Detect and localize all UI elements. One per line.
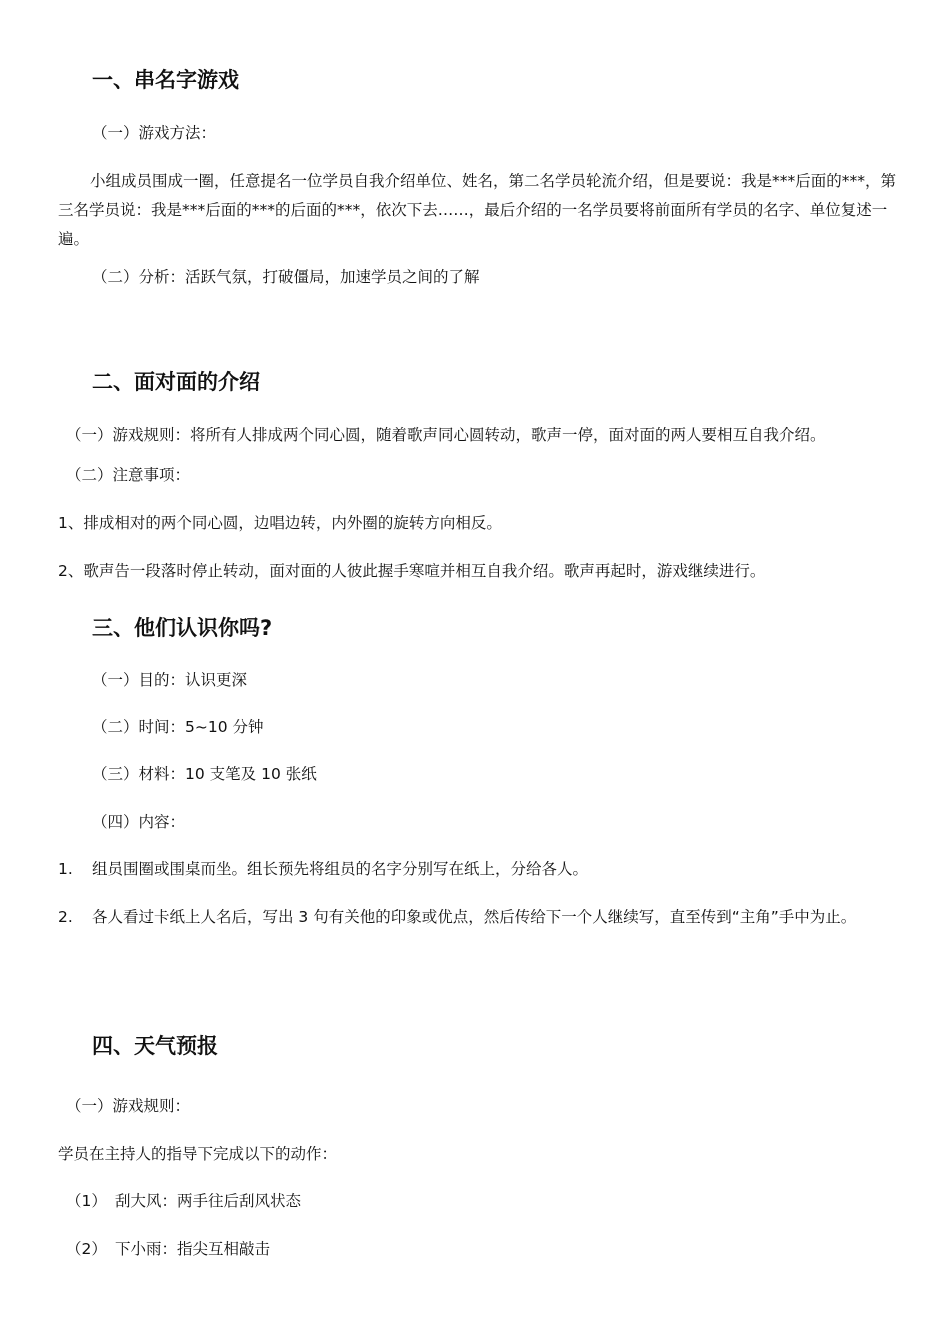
list-item-text: 组员围圈或围桌而坐。组长预先将组员的名字分别写在纸上，分给各人。 <box>92 860 589 878</box>
section-1-title: 一、串名字游戏 <box>92 68 239 92</box>
list-item-text: 各人看过卡纸上人名后，写出 3 句有关他的印象或优点，然后传给下一个人继续写，直至传到“主角”手中为止。 <box>92 908 857 926</box>
section-2-rules: （一）游戏规则：将所有人排成两个同心圆，随着歌声同心圆转动，歌声一停，面对面的两人要相互自我介绍。 <box>66 426 826 444</box>
section-3-time: （二）时间：5~10 分钟 <box>92 718 264 736</box>
section-2-title: 二、面对面的介绍 <box>92 370 260 394</box>
section-2-notes-label: （二）注意事项： <box>66 466 191 484</box>
section-1-method-text: 小组成员围成一圈，任意提名一位学员自我介绍单位、姓名，第二名学员轮流介绍，但是要说：我是***后面的***，第三名学员说：我是***后面的***的后面的***，依次下去……，最后介绍的一名学员要将前面所有学员的名字、单位复述一遍。 <box>58 172 897 248</box>
list-item-number: （2） <box>66 1240 107 1258</box>
list-item-number: 1. <box>58 860 73 878</box>
section-2-note-1: 1、排成相对的两个同心圆，边唱边转，内外圈的旋转方向相反。 <box>58 514 502 532</box>
section-4-intro: 学员在主持人的指导下完成以下的动作： <box>58 1145 338 1163</box>
section-2-note-2: 2、歌声告一段落时停止转动，面对面的人彼此握手寒喧并相互自我介绍。歌声再起时，游戏继续进行。 <box>58 562 766 580</box>
list-item-number: （1） <box>66 1192 107 1210</box>
section-3-materials: （三）材料：10 支笔及 10 张纸 <box>92 765 317 783</box>
list-item-text: 下小雨：指尖互相敲击 <box>115 1240 271 1258</box>
section-3-content-label: （四）内容： <box>92 813 186 831</box>
section-3-title: 三、他们认识你吗? <box>92 616 273 640</box>
list-item-text: 刮大风：两手往后刮风状态 <box>115 1192 302 1210</box>
section-1-method-label: （一）游戏方法： <box>92 124 217 142</box>
list-item-number: 2. <box>58 908 73 926</box>
section-3-purpose: （一）目的：认识更深 <box>92 671 248 689</box>
section-4-rules-label: （一）游戏规则： <box>66 1097 191 1115</box>
section-1-analysis: （二）分析：活跃气氛，打破僵局，加速学员之间的了解 <box>92 268 480 286</box>
section-4-title: 四、天气预报 <box>92 1034 218 1058</box>
